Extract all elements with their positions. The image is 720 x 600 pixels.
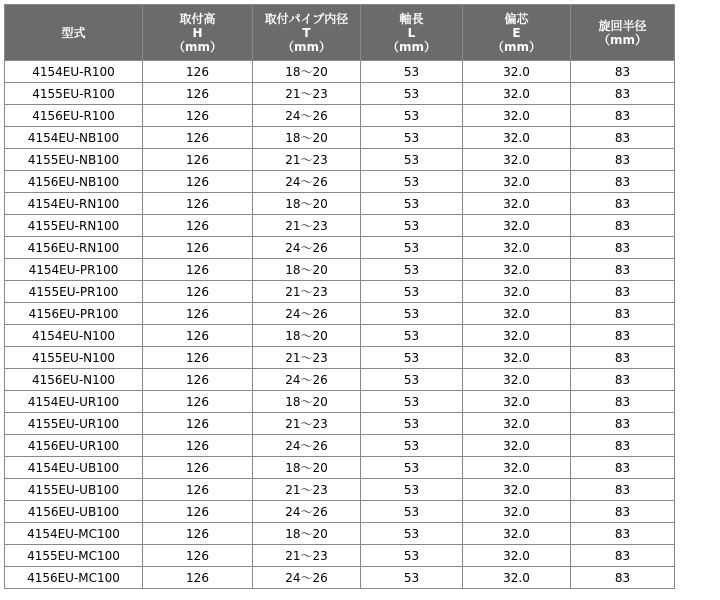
table-row [5,435,675,457]
cell-model: 4154EU-UB100 [5,457,143,479]
cell-model: 4155EU-PR100 [5,281,143,303]
header-line: （mm） [597,32,647,47]
cell-shaft-length: 53 [361,413,463,435]
cell-model: 4154EU-PR100 [5,259,143,281]
table-row [5,259,675,281]
header-line: （mm） [281,39,331,54]
cell-eccentricity: 32.0 [463,105,571,127]
cell-turning-radius: 83 [571,501,675,523]
cell-turning-radius: 83 [571,193,675,215]
cell-model: 4154EU-MC100 [5,523,143,545]
table-row [5,193,675,215]
cell-model: 4156EU-MC100 [5,567,143,589]
cell-shaft-length: 53 [361,171,463,193]
table-row [5,347,675,369]
cell-mount-height: 126 [143,61,253,83]
cell-shaft-length: 53 [361,435,463,457]
cell-shaft-length: 53 [361,215,463,237]
cell-mount-height: 126 [143,215,253,237]
cell-eccentricity: 32.0 [463,61,571,83]
cell-pipe-inner-diameter: 18～20 [253,259,361,281]
cell-shaft-length: 53 [361,303,463,325]
cell-eccentricity: 32.0 [463,325,571,347]
cell-mount-height: 126 [143,523,253,545]
spec-table [4,4,675,589]
header-shaft-length [361,5,463,61]
cell-model: 4154EU-NB100 [5,127,143,149]
cell-turning-radius: 83 [571,215,675,237]
cell-mount-height: 126 [143,149,253,171]
cell-eccentricity: 32.0 [463,479,571,501]
table-row [5,61,675,83]
cell-turning-radius: 83 [571,369,675,391]
table-row [5,237,675,259]
table-row [5,479,675,501]
cell-model: 4155EU-MC100 [5,545,143,567]
header-line: 取付パイプ内径 [264,11,349,26]
cell-turning-radius: 83 [571,105,675,127]
cell-model: 4155EU-UR100 [5,413,143,435]
cell-pipe-inner-diameter: 21～23 [253,215,361,237]
cell-pipe-inner-diameter: 21～23 [253,413,361,435]
cell-pipe-inner-diameter: 21～23 [253,479,361,501]
table-row [5,523,675,545]
cell-eccentricity: 32.0 [463,369,571,391]
table-row [5,369,675,391]
cell-mount-height: 126 [143,105,253,127]
table-body [5,61,675,589]
cell-mount-height: 126 [143,193,253,215]
cell-model: 4156EU-N100 [5,369,143,391]
cell-mount-height: 126 [143,127,253,149]
cell-eccentricity: 32.0 [463,259,571,281]
header-line: T [302,25,311,40]
cell-pipe-inner-diameter: 18～20 [253,61,361,83]
cell-eccentricity: 32.0 [463,303,571,325]
header-line: 旋回半径 [598,18,647,33]
cell-eccentricity: 32.0 [463,193,571,215]
cell-shaft-length: 53 [361,325,463,347]
cell-pipe-inner-diameter: 21～23 [253,545,361,567]
cell-pipe-inner-diameter: 18～20 [253,523,361,545]
cell-turning-radius: 83 [571,61,675,83]
cell-shaft-length: 53 [361,259,463,281]
cell-eccentricity: 32.0 [463,457,571,479]
table-header [5,5,675,61]
cell-model: 4154EU-N100 [5,325,143,347]
cell-pipe-inner-diameter: 24～26 [253,105,361,127]
table-row [5,325,675,347]
table-row [5,457,675,479]
table-row [5,83,675,105]
cell-eccentricity: 32.0 [463,171,571,193]
cell-pipe-inner-diameter: 24～26 [253,171,361,193]
cell-mount-height: 126 [143,391,253,413]
cell-turning-radius: 83 [571,391,675,413]
table-row [5,149,675,171]
cell-shaft-length: 53 [361,523,463,545]
cell-shaft-length: 53 [361,369,463,391]
header-turning-radius [571,5,675,61]
header-mount-height [143,5,253,61]
cell-eccentricity: 32.0 [463,83,571,105]
cell-model: 4155EU-UB100 [5,479,143,501]
cell-eccentricity: 32.0 [463,237,571,259]
cell-eccentricity: 32.0 [463,149,571,171]
cell-turning-radius: 83 [571,237,675,259]
cell-eccentricity: 32.0 [463,391,571,413]
cell-mount-height: 126 [143,171,253,193]
cell-eccentricity: 32.0 [463,215,571,237]
table-row [5,303,675,325]
header-line: L [407,25,416,40]
cell-shaft-length: 53 [361,237,463,259]
cell-pipe-inner-diameter: 18～20 [253,391,361,413]
cell-mount-height: 126 [143,479,253,501]
cell-mount-height: 126 [143,369,253,391]
cell-pipe-inner-diameter: 18～20 [253,127,361,149]
cell-eccentricity: 32.0 [463,347,571,369]
cell-eccentricity: 32.0 [463,545,571,567]
cell-mount-height: 126 [143,435,253,457]
table-row [5,391,675,413]
cell-mount-height: 126 [143,325,253,347]
cell-shaft-length: 53 [361,545,463,567]
cell-mount-height: 126 [143,347,253,369]
header-line: 型式 [61,25,86,40]
table-row [5,567,675,589]
cell-mount-height: 126 [143,545,253,567]
header-line: 偏芯 [504,11,529,26]
cell-eccentricity: 32.0 [463,127,571,149]
cell-mount-height: 126 [143,457,253,479]
cell-model: 4155EU-RN100 [5,215,143,237]
cell-mount-height: 126 [143,83,253,105]
cell-shaft-length: 53 [361,479,463,501]
cell-pipe-inner-diameter: 24～26 [253,237,361,259]
cell-turning-radius: 83 [571,523,675,545]
table-row [5,545,675,567]
header-eccentricity [463,5,571,61]
cell-pipe-inner-diameter: 24～26 [253,435,361,457]
cell-model: 4156EU-R100 [5,105,143,127]
cell-turning-radius: 83 [571,545,675,567]
table-row [5,501,675,523]
cell-model: 4155EU-NB100 [5,149,143,171]
cell-shaft-length: 53 [361,391,463,413]
cell-eccentricity: 32.0 [463,501,571,523]
cell-shaft-length: 53 [361,347,463,369]
cell-turning-radius: 83 [571,303,675,325]
cell-shaft-length: 53 [361,567,463,589]
header-line: 軸長 [399,11,424,26]
header-row [5,5,675,61]
cell-model: 4156EU-UB100 [5,501,143,523]
cell-turning-radius: 83 [571,413,675,435]
cell-turning-radius: 83 [571,149,675,171]
cell-turning-radius: 83 [571,457,675,479]
cell-model: 4155EU-R100 [5,83,143,105]
cell-turning-radius: 83 [571,259,675,281]
cell-shaft-length: 53 [361,457,463,479]
cell-mount-height: 126 [143,501,253,523]
cell-pipe-inner-diameter: 24～26 [253,303,361,325]
cell-pipe-inner-diameter: 24～26 [253,369,361,391]
header-pipe-inner-diameter [253,5,361,61]
header-line: （mm） [172,39,222,54]
cell-model: 4156EU-UR100 [5,435,143,457]
cell-model: 4156EU-RN100 [5,237,143,259]
cell-model: 4154EU-RN100 [5,193,143,215]
cell-shaft-length: 53 [361,149,463,171]
cell-shaft-length: 53 [361,193,463,215]
cell-pipe-inner-diameter: 21～23 [253,149,361,171]
spec-table-container [4,4,675,589]
cell-mount-height: 126 [143,281,253,303]
cell-pipe-inner-diameter: 24～26 [253,501,361,523]
cell-pipe-inner-diameter: 18～20 [253,193,361,215]
cell-pipe-inner-diameter: 18～20 [253,457,361,479]
cell-mount-height: 126 [143,567,253,589]
header-line: （mm） [386,39,436,54]
cell-pipe-inner-diameter: 21～23 [253,281,361,303]
cell-shaft-length: 53 [361,61,463,83]
cell-turning-radius: 83 [571,435,675,457]
cell-shaft-length: 53 [361,127,463,149]
cell-pipe-inner-diameter: 18～20 [253,325,361,347]
cell-eccentricity: 32.0 [463,281,571,303]
cell-turning-radius: 83 [571,171,675,193]
cell-turning-radius: 83 [571,325,675,347]
cell-pipe-inner-diameter: 24～26 [253,567,361,589]
table-row [5,105,675,127]
cell-eccentricity: 32.0 [463,435,571,457]
cell-model: 4154EU-R100 [5,61,143,83]
table-row [5,281,675,303]
cell-shaft-length: 53 [361,105,463,127]
cell-model: 4154EU-UR100 [5,391,143,413]
cell-turning-radius: 83 [571,567,675,589]
cell-eccentricity: 32.0 [463,567,571,589]
header-line: 取付高 [179,11,216,26]
cell-turning-radius: 83 [571,479,675,501]
table-row [5,127,675,149]
table-row [5,413,675,435]
cell-pipe-inner-diameter: 21～23 [253,347,361,369]
cell-turning-radius: 83 [571,281,675,303]
header-model [5,5,143,61]
cell-turning-radius: 83 [571,127,675,149]
cell-mount-height: 126 [143,303,253,325]
header-line: （mm） [491,39,541,54]
table-row [5,215,675,237]
cell-mount-height: 126 [143,413,253,435]
cell-pipe-inner-diameter: 21～23 [253,83,361,105]
cell-turning-radius: 83 [571,347,675,369]
cell-eccentricity: 32.0 [463,413,571,435]
cell-model: 4156EU-PR100 [5,303,143,325]
cell-mount-height: 126 [143,237,253,259]
cell-eccentricity: 32.0 [463,523,571,545]
cell-shaft-length: 53 [361,501,463,523]
header-line: E [512,25,521,40]
table-row [5,171,675,193]
cell-shaft-length: 53 [361,281,463,303]
cell-shaft-length: 53 [361,83,463,105]
cell-model: 4155EU-N100 [5,347,143,369]
header-line: H [192,25,203,40]
cell-mount-height: 126 [143,259,253,281]
cell-turning-radius: 83 [571,83,675,105]
cell-model: 4156EU-NB100 [5,171,143,193]
